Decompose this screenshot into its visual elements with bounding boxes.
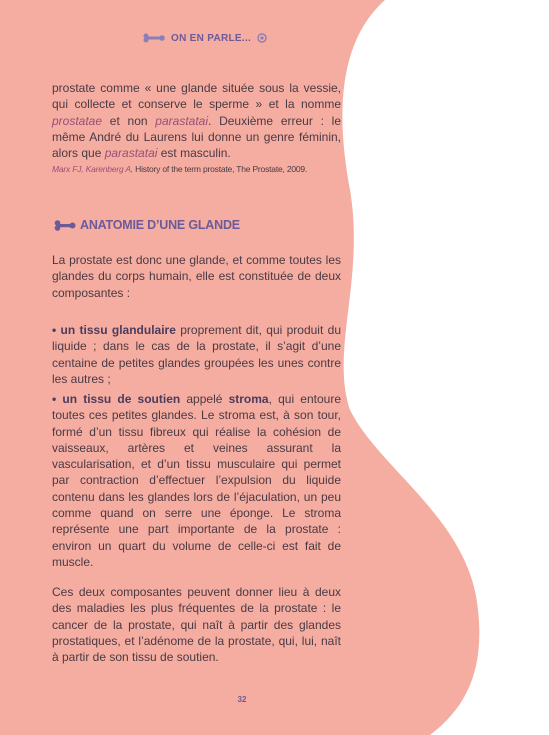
bullet2-lead: • un tissu de soutien	[52, 392, 181, 406]
bullet2-term: stroma	[228, 392, 269, 406]
term-prostatae: prostatae	[52, 113, 103, 128]
source-authors: Marx FJ, Karenberg A,	[52, 164, 133, 175]
intro-text-3: . Deuxième erreur : le même André du Laurens lui donne un genre féminin, alors que	[52, 113, 341, 161]
source-title: History of the term prostate, The Prostate, 2009.	[133, 164, 308, 175]
swirl-icon	[257, 33, 267, 43]
intro-text-1: prostate comme « une glande située sous la vessie, qui collecte et conserve le sperme » et la nomme	[52, 81, 341, 112]
term-parastatai-2: parastatai	[104, 146, 158, 161]
intro-text-2: et non	[102, 113, 156, 128]
bullet2-text: , qui entoure toutes ces petites glandes. Le stroma est, à son tour, formé d’un tissu fibreux qui réalise la cohésion de vaisseaux, artères et veines assurant la vascularisation, et d’un tissu musculaire qui permet par contraction d’effectuer l’expulsion du liquide contenu dans les glandes lors de l’éjaculation, un peu comme quand on serre une éponge. Le stroma représente une part importante de la prostate : environ un quart du volume de celle-ci est fait de muscle.	[52, 392, 341, 569]
bone-icon	[143, 33, 165, 43]
bone-icon	[54, 220, 76, 231]
bullet1-text: proprement dit, qui produit du liquide ; dans le cas de la prostate, il s’agit d’une centaine de petites glandes groupées les unes contre les autres ;	[52, 323, 341, 386]
intro-text-4: est masculin.	[157, 146, 231, 161]
source-citation	[52, 163, 341, 175]
section-intro-text: La prostate est donc une glande, et comme toutes les glandes du corps humain, elle est constituée de deux composantes :	[52, 253, 341, 300]
conclusion-text: Ces deux composantes peuvent donner lieu à deux des maladies les plus fréquentes de la prostate : le cancer de la prostate, qui naît à partir des glandes prostatiques, et l’adénome de la prostate, qui, lui, naît à partir de son tissu de soutien.	[52, 585, 341, 665]
page-number: 32	[237, 695, 247, 704]
running-header	[143, 31, 267, 45]
intro-paragraph	[52, 80, 341, 175]
running-title: ON EN PARLE...	[171, 32, 252, 44]
bullet-glandular	[52, 322, 341, 387]
bullet-stroma	[52, 391, 341, 570]
bullet2-mid: appelé	[180, 392, 229, 406]
bullet1-lead: • un tissu glandulaire	[52, 323, 176, 337]
conclusion-paragraph	[52, 584, 341, 665]
section-heading	[54, 218, 240, 232]
section-title: ANATOMIE D’UNE GLANDE	[80, 218, 240, 232]
section-intro	[52, 252, 341, 301]
term-parastatai: parastatai	[155, 113, 208, 128]
